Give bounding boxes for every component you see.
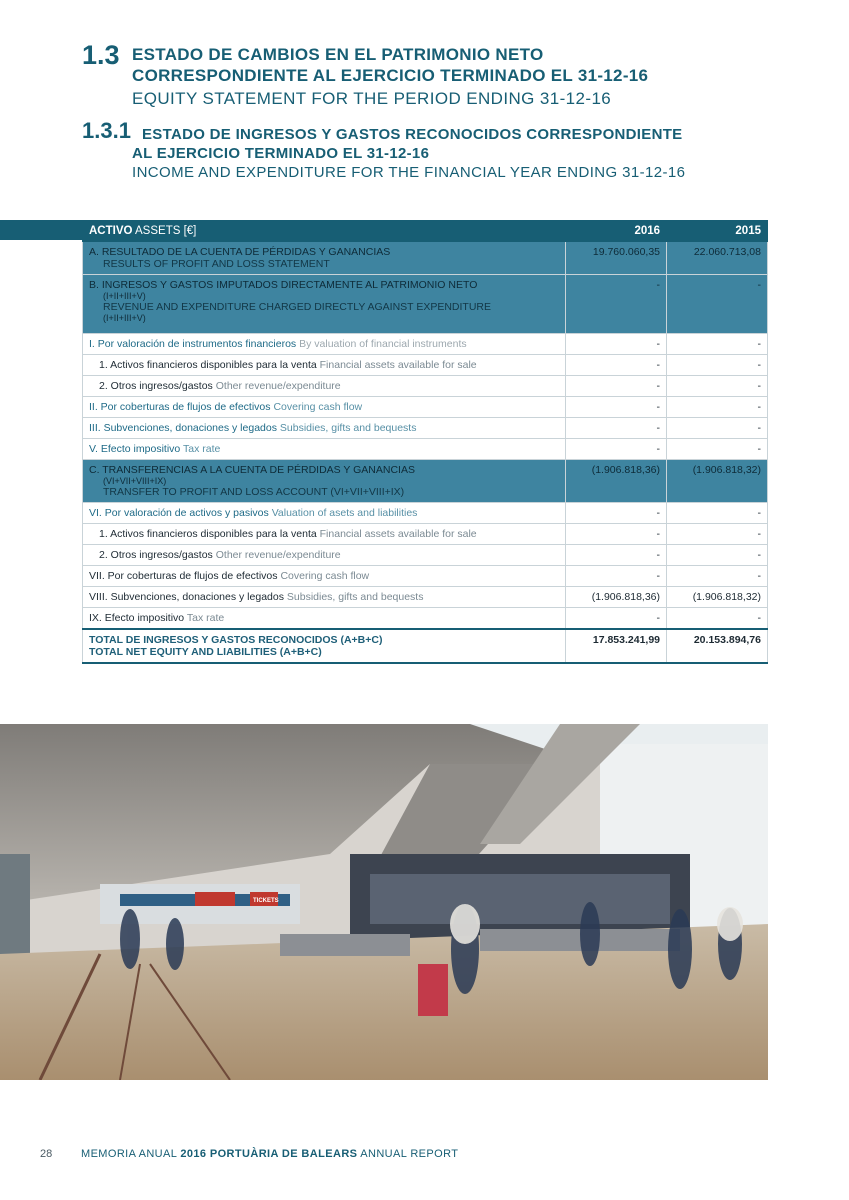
row-label (83, 355, 566, 376)
row-label-es: 2. Otros ingresos/gastos (99, 380, 213, 392)
row-label-en: Subsidies, gifts and bequests (279, 422, 417, 434)
row-label-es-sub: (I+II+III+V) (103, 291, 146, 301)
row-iii (83, 418, 768, 439)
row-label-es: II. Por coberturas de flujos de efectivos (89, 401, 271, 413)
row-label-es: IX. Efecto impositivo (89, 612, 185, 624)
row-label (83, 587, 566, 608)
value-2015: - (667, 566, 768, 587)
row-label-es-sub: (VI+VII+VIII+IX) (103, 476, 167, 486)
row-i-1 (83, 355, 768, 376)
row-i (83, 334, 768, 355)
value-2015: (1.906.818,32) (667, 460, 768, 503)
row-label-en: TOTAL NET EQUITY AND LIABILITIES (A+B+C) (89, 646, 322, 658)
row-label-es: III. Subvenciones, donaciones y legados (89, 422, 277, 434)
value-2016: - (566, 503, 667, 524)
value-2016: - (566, 397, 667, 418)
row-label-es: C. TRANSFERENCIAS A LA CUENTA DE PÉRDIDAS Y GANANCIAS (89, 464, 415, 476)
row-label-es: B. INGRESOS Y GASTOS IMPUTADOS DIRECTAMENTE AL PATRIMONIO NETO (89, 279, 478, 291)
value-2015: - (667, 334, 768, 355)
row-label-en: TRANSFER TO PROFIT AND LOSS ACCOUNT (VI+VII+VIII+IX) (103, 486, 405, 498)
footer-brand: 2016 PORTUÀRIA DE BALEARS (180, 1148, 358, 1160)
section-number: 1.3 (82, 40, 120, 70)
value-2015: (1.906.818,32) (667, 587, 768, 608)
value-2015: - (667, 397, 768, 418)
row-label-en-sub: (I+II+III+V) (103, 313, 146, 323)
value-2016: - (566, 334, 667, 355)
value-2016: (1.906.818,36) (566, 460, 667, 503)
row-vi (83, 503, 768, 524)
table-header-row (83, 221, 768, 242)
row-label-es: 1. Activos financieros disponibles para la venta (99, 359, 317, 371)
section-title-es-1: ESTADO DE CAMBIOS EN EL PATRIMONIO NETO (132, 45, 544, 64)
row-label-es: VI. Por valoración de activos y pasivos (89, 507, 269, 519)
header-year-2015: 2015 (667, 221, 768, 242)
value-2015: - (667, 545, 768, 566)
row-vi-1 (83, 524, 768, 545)
row-label-es: I. Por valoración de instrumentos financieros (89, 338, 297, 350)
section-title-en: EQUITY STATEMENT FOR THE PERIOD ENDING 31-12-16 (132, 89, 612, 108)
row-label-en: Covering cash flow (273, 401, 363, 413)
page-number: 28 (40, 1148, 53, 1160)
row-label (83, 439, 566, 460)
row-label-en: Tax rate (186, 612, 225, 624)
subsection-number: 1.3.1 (82, 118, 131, 143)
value-2015: - (667, 275, 768, 334)
value-2015: - (667, 355, 768, 376)
row-v (83, 439, 768, 460)
row-label (83, 545, 566, 566)
value-2015: - (667, 608, 768, 630)
row-ix (83, 608, 768, 630)
value-2016: - (566, 608, 667, 630)
row-b (83, 275, 768, 334)
row-label-en: By valuation of financial instruments (299, 338, 467, 350)
row-label-en: Financial assets available for sale (319, 528, 477, 540)
terminal-photo (0, 724, 768, 1080)
row-total (83, 629, 768, 663)
value-2015: - (667, 376, 768, 397)
row-label-es: V. Efecto impositivo (89, 443, 181, 455)
value-2016: - (566, 355, 667, 376)
row-label (83, 608, 566, 630)
subsection-title-es-1: ESTADO DE INGRESOS Y GASTOS RECONOCIDOS CORRESPONDIENTE (142, 126, 683, 143)
income-expenditure-table (82, 220, 768, 664)
row-i-2 (83, 376, 768, 397)
row-label-es: A. RESULTADO DE LA CUENTA DE PÉRDIDAS Y GANANCIAS (89, 246, 391, 258)
row-label (83, 503, 566, 524)
value-2016: - (566, 524, 667, 545)
footer-title (81, 1148, 458, 1160)
row-a (83, 242, 768, 275)
value-2016: - (566, 566, 667, 587)
value-2016: - (566, 439, 667, 460)
row-label (83, 418, 566, 439)
value-2015: - (667, 524, 768, 545)
row-label (83, 397, 566, 418)
row-label (83, 629, 566, 663)
header-year-2016: 2016 (566, 221, 667, 242)
value-2015: - (667, 439, 768, 460)
row-label-es: TOTAL DE INGRESOS Y GASTOS RECONOCIDOS (A+B+C) (89, 634, 383, 646)
row-label (83, 566, 566, 587)
subsection-title-en: INCOME AND EXPENDITURE FOR THE FINANCIAL YEAR ENDING 31-12-16 (132, 164, 686, 181)
row-label-en: Tax rate (182, 443, 221, 455)
header-label-en: ASSETS [€] (135, 225, 197, 237)
footer-post: ANNUAL REPORT (357, 1148, 459, 1160)
row-vi-2 (83, 545, 768, 566)
row-label-en: RESULTS OF PROFIT AND LOSS STATEMENT (103, 258, 330, 270)
page-footer (0, 1148, 849, 1164)
row-label-en: Financial assets available for sale (319, 359, 477, 371)
value-2015: 20.153.894,76 (667, 629, 768, 663)
row-label (83, 242, 566, 275)
row-label (83, 376, 566, 397)
row-c (83, 460, 768, 503)
row-label (83, 524, 566, 545)
section-title-es-2: CORRESPONDIENTE AL EJERCICIO TERMINADO EL 31-12-16 (132, 66, 649, 85)
value-2016: 19.760.060,35 (566, 242, 667, 275)
row-label-en: Other revenue/expenditure (215, 549, 341, 561)
value-2016: - (566, 275, 667, 334)
row-label (83, 334, 566, 355)
row-label-en: Valuation of asets and liabilities (271, 507, 418, 519)
row-label-es: VII. Por coberturas de flujos de efectivos (89, 570, 278, 582)
row-vii (83, 566, 768, 587)
row-label (83, 275, 566, 334)
value-2016: - (566, 376, 667, 397)
value-2016: - (566, 545, 667, 566)
row-viii (83, 587, 768, 608)
row-label-es: 2. Otros ingresos/gastos (99, 549, 213, 561)
row-label-es: VIII. Subvenciones, donaciones y legados (89, 591, 284, 603)
value-2016: - (566, 418, 667, 439)
value-2016: 17.853.241,99 (566, 629, 667, 663)
subsection-title-es-2: AL EJERCICIO TERMINADO EL 31-12-16 (132, 145, 430, 162)
value-2015: - (667, 503, 768, 524)
value-2015: 22.060.713,08 (667, 242, 768, 275)
airport-terminal-illustration (0, 724, 768, 1080)
row-label-en: Subsidies, gifts and bequests (286, 591, 424, 603)
header-label (83, 221, 566, 242)
row-ii (83, 397, 768, 418)
footer-pre: MEMORIA ANUAL (81, 1148, 181, 1160)
header-label-es: ACTIVO (89, 225, 133, 237)
row-label (83, 460, 566, 503)
value-2015: - (667, 418, 768, 439)
value-2016: (1.906.818,36) (566, 587, 667, 608)
row-label-es: 1. Activos financieros disponibles para la venta (99, 528, 317, 540)
row-label-en: Covering cash flow (280, 570, 370, 582)
row-label-en: REVENUE AND EXPENDITURE CHARGED DIRECTLY AGAINST EXPENDITURE (103, 301, 491, 313)
row-label-en: Other revenue/expenditure (215, 380, 341, 392)
tickets-sign: TICKETS (253, 898, 279, 904)
table-header-bleed (0, 220, 82, 240)
